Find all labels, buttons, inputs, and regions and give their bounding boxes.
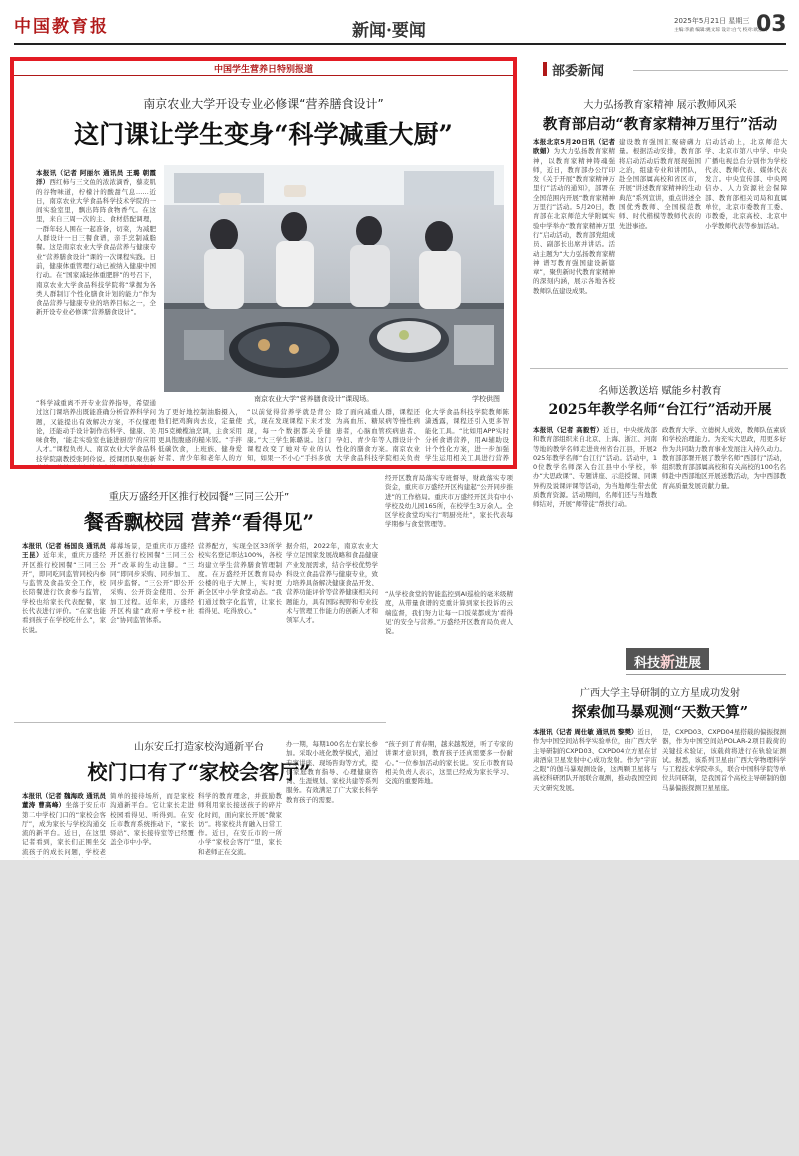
right-article3-headline: 探索伽马暴观测“天数天算” (571, 704, 749, 721)
tech-label-1: 科技 (634, 656, 661, 671)
page-number: 03 (756, 12, 787, 37)
right-article2-text: 近日，中央统战部和教育部组织来自北京、上海、浙江、河南等地的教学名师走进贵州省台江县，开展2025年教学名师“台江行”活动。活动中，10位教学名师深入台江县中小学校，举办“大思政课”、专题讲座、示范授课、同课异构及说课评课等活动，为当地师生带去优质教育资源。活动期间，名师们还与当地教师结对，开展“师带徒”帮扶行动。 (533, 426, 657, 509)
feature-col1b (36, 399, 156, 465)
mid-text-1: 经开区教育局落实专班督导，财政落实专项资金，重庆市万盛经开区构建起“公开同步推进”的工作格局。重庆市万盛经开区共有中小学校及幼儿园165所，在校学生3万余人。全区学校食堂均实行“明厨亮灶”，家长代表每学期参与食堂管理等。 (385, 474, 513, 529)
feature-subtitle: 南京农业大学开设专业必修课“营养膳食设计” (143, 97, 384, 111)
article1-byline: 本报讯（记者 杨国良 通讯员 王昆） (22, 542, 106, 560)
tech-banner-line (626, 674, 786, 675)
article2-col5-text: “孩子到了青春期，越来越叛逆，听了专家的讲课才意识到，教育孩子还真需要多一份耐心。”一位参加活动的家长说。安丘市教育局相关负责人表示，这里已经成为家长学习、交流的重要阵地。 (385, 740, 513, 786)
feature-col4-text: 化大学食品科技学院教师陈潇透露，课程还引入更多智能化工具。“比如用APP实时分析食谱营养，用AI辅助设计个性化方案，进一步加强学生运用相关工具进行营养 (425, 408, 509, 463)
feature-col3-text2: 除了面向减重人群，课程还为高血压、糖尿病等慢性病患者，心脑血管疾病患者、孕妇、青少年等人群设计个性化的膳食方案。南京农业大学食品科技学院相关负责 (336, 408, 420, 463)
article1-col1-text: 近年来，重庆万盛经开区推行校园餐“三同三公开”，即同吃同监管同校内参与监管及食品安全工作，校长陪餐进行饮食参与监管，学校也给家长代表配餐，家长代表进行评价。“在家也能看到孩子在学校吃什么”，家长说。 (22, 551, 106, 634)
right-article2-text2: 政教育大学、立德树人成效，教师队伍素质和学校治理能力。为充实大思政，用更多好作为共同助力教育事业发展注入持久动力。教育部部署开展了教学名师“西部行”活动，组织教育部部属高校和有关高校的100名名师赴中西部地区开展送教活动，为中西部教育高质量发展贡献力量。 (662, 426, 786, 490)
article2-col1-text: 坐落于安丘市第二中学校门口的“家校会客厅”，成为家长与学校沟通交流的新平台。近日，在这里记者看到，家长们正围坐交流孩子的成长问题，学校老 (22, 801, 106, 856)
photo-credit: 学校供图 (472, 395, 500, 403)
article1-col4-text: 据介绍，2022年，南京农业大学立足国家发展战略和食品健康产业发展需求，结合学校优势学科设立食品营养与健康专业，致力培养具备解决健康食品开发、营养功能评价等营养健康相关问题能力，具有国际视野和专业技术与管理工作能力的创新人才和领军人才。 (286, 542, 378, 625)
article2-col3-text: 科学的教育理念，并鼓励教师利用家长接送孩子的碎片化时间，面向家长开展“微家访”。将家校共育融入日常工作。近日，在安丘市的一所小学“家校会客厅”里，家长和老师正在交流。 (198, 792, 282, 856)
tech-progress-banner (626, 648, 786, 674)
feature-col5 (425, 408, 509, 464)
feature-byline: 本报讯（记者 阿丽尔 通讯员 王璐 朝霞洋） (36, 169, 156, 187)
feature-col3 (247, 408, 331, 464)
feature-article (10, 57, 517, 469)
right-article1-headline: 教育部启动“教育家精神万里行”活动 (542, 116, 778, 133)
right-article3-subtitle: 广西大学主导研制的立方星成功发射 (580, 688, 740, 699)
article1-subtitle: 重庆万盛经开区推行校园餐“三同三公开” (108, 492, 290, 503)
article1-col4 (286, 542, 378, 692)
article2-col5 (385, 740, 513, 858)
article2-headline: 校门口有了“家校会客厅” (87, 760, 311, 784)
right-article3-byline: 本报讯（记者 周仕敏 通讯员 黎樊） (533, 728, 638, 736)
feature-headline: 这门课让学生变身“科学减重大厨” (74, 120, 453, 149)
newspaper-logo: 中国教育报 (14, 17, 109, 37)
tech-banner-label (626, 648, 709, 670)
article1-col2 (110, 542, 194, 692)
right-article2-byline: 本报讯（记者 高毅哲） (533, 426, 604, 434)
feature-col1-text2: “科学减重离不开专业营养指导，希望通过这门课培养出既能准确分析营养科学问题，又能提出有效解决方案，不仅懂理论，还能动手设计制作出科学、健康、美味食物，‘能走实验室也能进厨房’的应用人才。”课程负责人、南京农业大学食品科技学院副教授张阿伶说。授课团队聚焦新 (36, 399, 156, 463)
article2-col1 (22, 792, 106, 858)
issue-info (674, 16, 768, 36)
right-section-header (543, 60, 788, 78)
right-article1-text3: 启动活动上，北京师范大学、北京市第八中学、中央广播电视总台分别作为学校代表、教师代表、媒体代表发言。中央宣传部、中央网信办、人力资源社会保障部、教育部相关司局和直属单位，北京市委教育工委、市教委，北京高校、北京中小学教师代表等参加活动。 (705, 138, 787, 230)
feature-kicker: 中国学生营养日特别报道 (213, 65, 313, 75)
mid-continuation-1 (385, 474, 513, 586)
section-title: 新闻·要闻 (352, 21, 426, 41)
article1-col1 (22, 542, 106, 692)
kicker-bar (14, 61, 513, 76)
editor-credits: 主编:李澈 编辑:姚文琼 设计:白弋 校对:欧惠川 (674, 28, 768, 33)
mid-text-2: “从学校食堂的智能监控到AI巡检的毫米级精度，从带量食谱的克重计算到家长投诉的云端监督，我们努力让每一口饭菜都成为‘看得见’的安全与营养。”万盛经开区教育局负责人说。 (385, 590, 513, 636)
tech-label-2: 新 (660, 653, 676, 671)
article2-col4-text: 办一期，每期100名左右家长参加。采取小班化教学模式，通过专家讲座、现场咨询等方式，提供家庭教育指导、心理健康咨询、生涯规划、家校共建等系列服务。有效满足了广大家长科学教育孩子的需要。 (286, 740, 378, 804)
feature-col3-text: “以前觉得营养学就是背公式，现在发现课程下来才发现，每一个数据都关乎健康。”大三学生陈璐说。这门课程改变了她对专业的认知，如果一不小心“手抖多放 (247, 408, 331, 463)
right-article3-text2: 是，CXPD03、CXPD04星搭载的偏振探测器，作为中国空间站POLAR-2项目载荷的关键技术验证，该载荷将进行在轨验证测试。据悉，该系列卫星由广西大学物理科学与工程技术学院牵头，联合中国科学院等单位共同研制，是我国首个高校主导研制的伽马暴偏振探测卫星星座。 (662, 728, 786, 792)
article2-col4 (286, 740, 378, 858)
photo-caption: 南京农业大学“营养膳食设计”课现场。 (254, 395, 374, 403)
right-article1-byline: 本报北京5月20日讯（记者 欧媚） (533, 138, 615, 156)
article2-col2 (110, 792, 194, 858)
divider-right-1 (530, 368, 788, 369)
right-article1-text: 为大力弘扬教育家精神，以教育家精神铸魂强师，近日，教育部办公厅印发《关于开展“教育家精神万里行”活动的通知》，部署在全国范围内开展“教育家精神万里行”活动。5月20日，教育部在北京师范大学附属实验中学举办“教育家精神万里行”启动活动，教育部党组成员、副部长出席并讲话。活动主题为“大力弘扬教育家精神 谱写教育强国建设新篇章”，聚焦新时代教育家精神的深刻内涵，展示各地各校教师队伍建设成果。 (533, 147, 615, 295)
right-section-label: 部委新闻 (552, 64, 605, 79)
classroom-photo (164, 165, 504, 392)
right-article1-col1 (533, 138, 615, 360)
right-article3-col2 (662, 728, 786, 858)
divider-1 (14, 722, 386, 723)
blank-area (0, 860, 799, 1156)
right-article1-text2: 建设教育强国汇聚磅礴力量。根据活动安排，教育部将启动活动后教育展现强国之治，组建专业和讲团队，赴全国部属高校和省区市，开展“讲述教育家精神的生动典范”系列宣讲，重点讲述全国优秀教师、全国模范教师、时代楷模等教师代表的先进事迹。 (619, 138, 701, 230)
feature-col2-text: 为了更好地控制油脂摄入，他们把鸡胸肉去皮，定量使用5克橄榄油烹调，主食采用更具饱腹感的糙米饭。“手拌低碳饮食，上班族、健身爱好者、青少年和老年人的方 (158, 408, 242, 463)
feature-col2 (158, 408, 242, 464)
article2-col3 (198, 792, 282, 858)
article2-subtitle: 山东安丘打造家校沟通新平台 (134, 742, 264, 753)
photo-caption-row (164, 394, 504, 404)
right-article3-col1 (533, 728, 657, 858)
right-article3-text: 近日，作为中国空间站科学实验单位，由广西大学主导研制的CXPD03、CXPD04立方星在甘肃酒泉卫星发射中心成功发射。作为“宇宙之眼”的伽马暴观测设备，这两颗卫星将与高校科研团队开展联合观测，推动我国空间天文研究发展。 (533, 728, 657, 792)
right-article2-col1 (533, 426, 657, 636)
section-header-line (633, 70, 788, 71)
right-article1-col2 (619, 138, 701, 360)
classroom-photo-illustration (164, 165, 504, 392)
article2-col2-text: 简单的接待场所，而是家校沟通新平台。它让家长走进校园看得见、听得到。在安丘市教育系统推动下，“家长驿站”、家长接待室等已经覆盖全市中小学。 (110, 792, 194, 847)
article1-col3 (198, 542, 282, 692)
right-article1-col3 (705, 138, 787, 360)
right-article2-headline: 2025年教学名师“台江行”活动开展 (548, 402, 772, 418)
feature-col1 (36, 169, 156, 399)
masthead-rule (14, 43, 786, 45)
article1-headline: 餐香飘校园 营养“看得见” (84, 510, 314, 534)
tech-label-3: 进展 (675, 656, 702, 671)
feature-col4 (336, 408, 420, 464)
right-article1-subtitle: 大力弘扬教育家精神 展示教师风采 (583, 100, 737, 111)
feature-col1-text: 西红柿与三文鱼的浓浓滴香，藜麦肌的谷物味道，柠檬汁的酸甜气息……近日，南京农业大学食品科学技术学院的一间实验室里，飘出阵阵食物香气。在这里，来自三周一次的主、食材搭配调理，一群年轻人围在一起准备，切菜，为减肥人群设计一日三餐食谱，亲手烹制减脂餐。这是南京农业大学食品营养与健康专业“营养膳食设计”课的一次课程实践。日前，健康体重管理行动已被纳入健康中国行动。在“国家减轻体重肥胖”的号召下，南京农业大学食品科技学院将“掌握为各类人群制订个性化膳食计划的能力”作为食品营养与健康专业的培养目标之一，全新开设专业必修课“营养膳食设计”。 (36, 178, 156, 317)
masthead (14, 10, 786, 42)
right-article2-subtitle: 名师送教送培 赋能乡村教育 (598, 386, 722, 397)
article1-col2-text: 幕幕场景，是重庆市万盛经开区推行校园餐“三同三公开”改革的生动注脚。“三同”即同步采购、同步加工、同步监督。“三公开”即公开采购、公开资金使用、公开加工过程。近年来，万盛经开区构建“政府+学校+社会”协同监管体系。 (110, 542, 194, 625)
issue-date: 2025年5月21日 星期三 (674, 17, 750, 25)
mid-continuation-2 (385, 590, 513, 690)
article2-byline: 本报讯（记者 魏海政 通讯员 董涛 曹高峰） (22, 792, 106, 810)
right-article2-col2 (662, 426, 786, 636)
section-marker (543, 62, 547, 76)
article1-col3-text: 营养配方，实现全区33所学校实名登记率达100%，各校均建立学生营养膳食管理制度。在万盛经开区教育局办公楼的电子大屏上，实时更新全区中小学食堂动态。“我们通过数字化监管，让家长看得见、吃得放心。” (198, 542, 282, 616)
